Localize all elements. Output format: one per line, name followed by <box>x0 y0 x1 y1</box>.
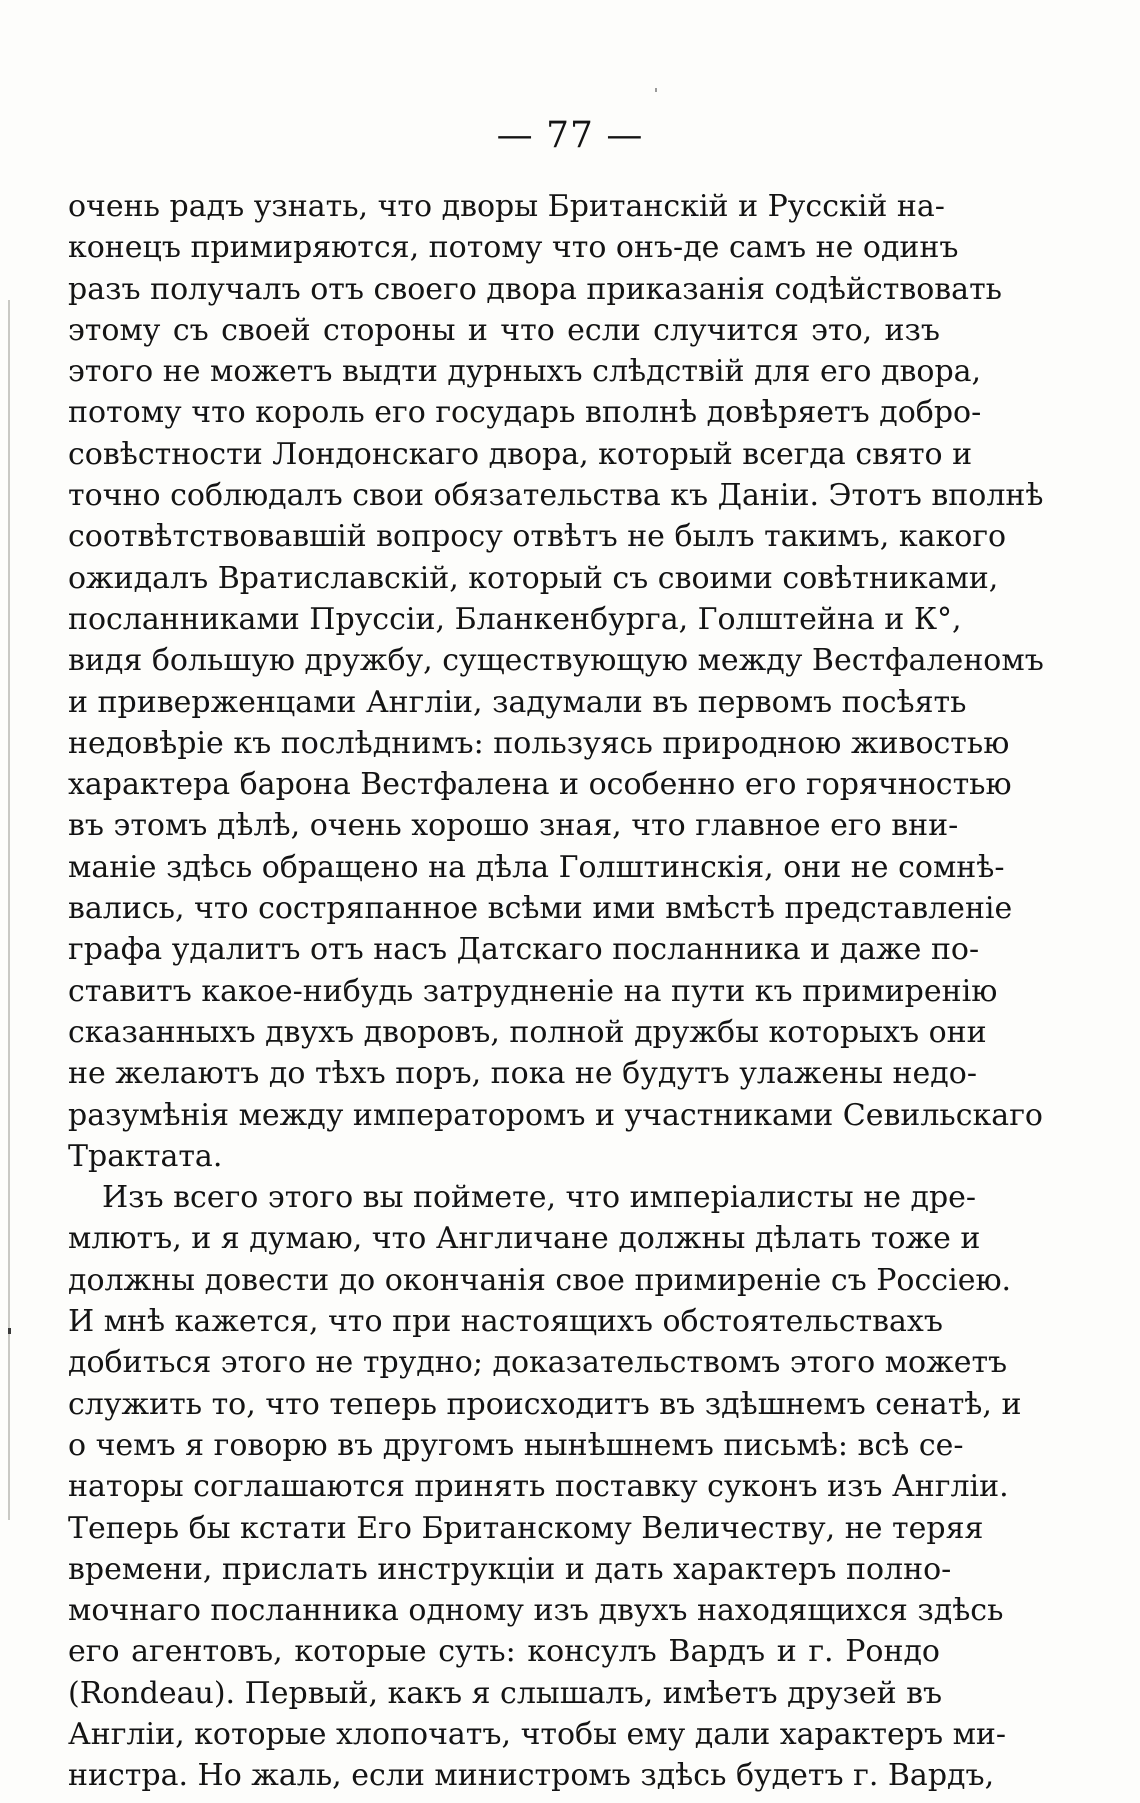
text-line: вались, что состряпанное всѣми ими вмѣстѣ представленіе <box>68 891 1013 927</box>
text-line: Трактата. <box>68 1138 223 1174</box>
text-line: мочнаго посланника одному изъ двухъ находящихся здѣсь <box>68 1593 1004 1629</box>
text-line: ставитъ какое-нибудь затрудненіе на пути къ примиренію <box>68 973 998 1009</box>
text-line: должны довести до окончанія свое примиреніе съ Россіею. <box>68 1262 1012 1298</box>
text-line: точно соблюдалъ свои обязательства къ Даніи. Этотъ вполнѣ <box>68 478 1044 514</box>
text-line: его агентовъ, которые суть: консулъ Вардъ и г. Рондо <box>68 1634 940 1670</box>
text-line: недовѣріе къ послѣднимъ: пользуясь природною живостью <box>68 725 1010 761</box>
text-line: (Rondeau). Первый, какъ я слышалъ, имѣетъ друзей въ <box>68 1675 943 1711</box>
page-text <box>68 186 1044 1797</box>
text-line: очень радъ узнать, что дворы Британскій и Русскій на- <box>68 189 945 224</box>
text-line: млютъ, и я думаю, что Англичане должны дѣлать тоже и <box>68 1221 981 1257</box>
text-line: маніе здѣсь обращено на дѣла Голштинскія, они не сомнѣ- <box>68 849 1005 885</box>
text-line: разумѣнія между императоромъ и участниками Севильскаго <box>68 1097 1043 1133</box>
text-line: характера барона Вестфалена и особенно его горячностью <box>68 767 1012 803</box>
text-line: Теперь бы кстати Его Британскому Величеству, не теряя <box>68 1510 984 1546</box>
text-line: нистра. Но жаль, если министромъ здѣсь будетъ г. Вардъ, <box>68 1758 995 1794</box>
text-line: Изъ всего этого вы поймете, что имперіалисты не дре- <box>102 1180 977 1216</box>
text-line: видя большую дружбу, существующую между Вестфаленомъ <box>68 643 1044 679</box>
text-line: графа удалитъ отъ насъ Датскаго посланника и даже по- <box>68 932 980 968</box>
text-line: конецъ примиряются, потому что онъ-де самъ не одинъ <box>68 230 959 266</box>
text-line: служить то, что теперь происходитъ въ здѣшнемъ сенатѣ, и <box>68 1386 1022 1422</box>
text-line: времени, прислать инструкціи и дать характеръ полно- <box>68 1551 952 1587</box>
text-line: сказанныхъ двухъ дворовъ, полной дружбы которыхъ они <box>68 1014 987 1050</box>
stray-ink-mark <box>8 1328 11 1334</box>
text-line: добиться этого не трудно; доказательствомъ этого можетъ <box>68 1345 1008 1381</box>
text-line: не желаютъ до тѣхъ поръ, пока не будутъ улажены недо- <box>68 1056 977 1092</box>
text-line: И мнѣ кажется, что при настоящихъ обстоятельствахъ <box>68 1304 943 1340</box>
text-line: разъ получалъ отъ своего двора приказанія содѣйствовать <box>68 271 1002 307</box>
text-line: этому съ своей стороны и что если случится это, изъ <box>68 312 940 348</box>
text-line: о чемъ я говорю въ другомъ нынѣшнемъ письмѣ: всѣ се- <box>68 1427 964 1463</box>
text-line: этого не можетъ выдти дурныхъ слѣдствій для его двора, <box>68 354 982 390</box>
text-line: потому что король его государь вполнѣ довѣряетъ добро- <box>68 395 982 431</box>
text-line: соотвѣтствовавшій вопросу отвѣтъ не былъ такимъ, какого <box>68 519 1007 555</box>
text-line: и приверженцами Англіи, задумали въ первомъ посѣять <box>68 684 967 720</box>
stray-ink-mark-top <box>655 88 657 92</box>
left-margin-shadow <box>8 300 10 1520</box>
text-line: наторы соглашаются принять поставку суконъ изъ Англіи. <box>68 1469 1009 1505</box>
text-line: посланниками Пруссіи, Бланкенбурга, Голштейна и К°, <box>68 601 962 637</box>
text-line: совѣстности Лондонскаго двора, который всегда свято и <box>68 436 973 472</box>
text-line: ожидалъ Вратиславскій, который съ своими совѣтниками, <box>68 560 999 596</box>
page-number: — 77 — <box>496 115 644 156</box>
text-line: въ этомъ дѣлѣ, очень хорошо зная, что главное его вни- <box>68 808 959 844</box>
text-line: Англіи, которые хлопочатъ, чтобы ему дали характеръ ми- <box>68 1716 1007 1752</box>
paragraph-1 <box>68 186 1044 1177</box>
paragraph-2 <box>68 1177 1022 1796</box>
